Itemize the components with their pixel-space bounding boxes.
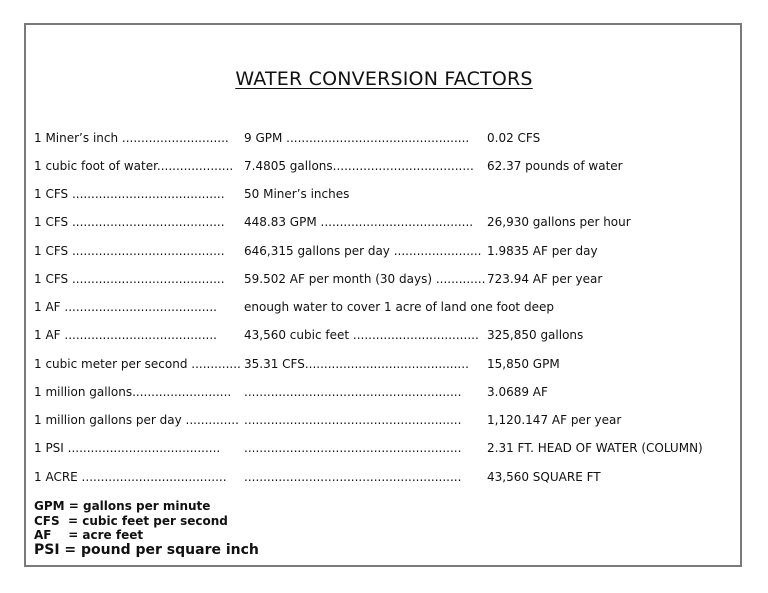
- row-equivalent-2: 1.9835 AF per day: [487, 244, 598, 258]
- row-equivalent-2: 15,850 GPM: [487, 357, 560, 371]
- row-quantity: 1 AF ........................................: [34, 300, 217, 314]
- row-equivalent-2: 1,120.147 AF per year: [487, 413, 622, 427]
- row-quantity: 1 ACRE ......................................: [34, 470, 227, 484]
- row-equivalent: 59.502 AF per month (30 days) .............: [244, 272, 486, 286]
- row-quantity: 1 CFS ........................................: [34, 272, 225, 286]
- row-quantity: 1 Miner’s inch ............................: [34, 131, 229, 145]
- row-equivalent: .........................................................: [244, 385, 462, 399]
- row-quantity: 1 CFS ........................................: [34, 244, 225, 258]
- row-quantity: 1 CFS ........................................: [34, 215, 225, 229]
- legend-af: AF = acre feet: [34, 528, 144, 542]
- row-equivalent-2: 2.31 FT. HEAD OF WATER (COLUMN): [487, 441, 703, 455]
- row-equivalent-2: 43,560 SQUARE FT: [487, 470, 601, 484]
- row-equivalent-2: 62.37 pounds of water: [487, 159, 623, 173]
- row-equivalent: .........................................................: [244, 441, 462, 455]
- row-equivalent: 50 Miner’s inches: [244, 187, 350, 201]
- row-equivalent-2: 3.0689 AF: [487, 385, 548, 399]
- row-equivalent: 646,315 gallons per day .......................: [244, 244, 482, 258]
- row-quantity: 1 PSI ........................................: [34, 441, 221, 455]
- row-equivalent: enough water to cover 1 acre of land one foot deep: [244, 300, 554, 314]
- row-quantity: 1 cubic foot of water....................: [34, 159, 234, 173]
- legend-gpm: GPM = gallons per minute: [34, 499, 211, 513]
- row-equivalent: 448.83 GPM ........................................: [244, 215, 474, 229]
- row-equivalent: 35.31 CFS...........................................: [244, 357, 469, 371]
- row-equivalent: .........................................................: [244, 413, 462, 427]
- row-equivalent: 9 GPM ................................................: [244, 131, 470, 145]
- row-quantity: 1 CFS ........................................: [34, 187, 225, 201]
- row-quantity: 1 million gallons per day ..............: [34, 413, 239, 427]
- row-equivalent-2: 0.02 CFS: [487, 131, 541, 145]
- row-quantity: 1 AF ........................................: [34, 328, 217, 342]
- page-title: WATER CONVERSION FACTORS: [235, 68, 533, 90]
- row-equivalent-2: 26,930 gallons per hour: [487, 215, 631, 229]
- row-equivalent: .........................................................: [244, 470, 462, 484]
- row-equivalent-2: 723.94 AF per year: [487, 272, 603, 286]
- row-equivalent: 7.4805 gallons.....................................: [244, 159, 474, 173]
- row-quantity: 1 cubic meter per second .............: [34, 357, 241, 371]
- row-equivalent-2: 325,850 gallons: [487, 328, 584, 342]
- legend-cfs: CFS = cubic feet per second: [34, 514, 228, 528]
- row-equivalent: 43,560 cubic feet .................................: [244, 328, 479, 342]
- legend-psi: PSI = pound per square inch: [34, 542, 259, 558]
- row-quantity: 1 million gallons..........................: [34, 385, 232, 399]
